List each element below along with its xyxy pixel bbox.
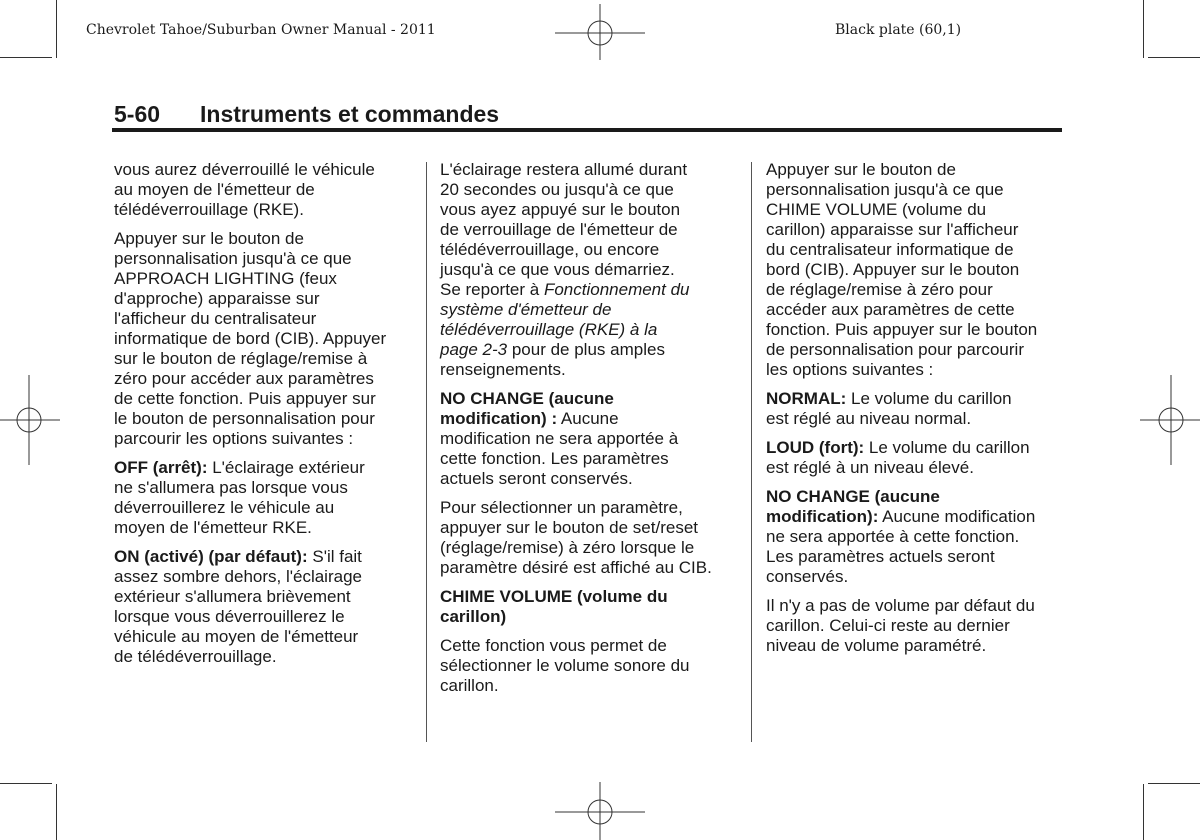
print-header-left: Chevrolet Tahoe/Suburban Owner Manual - 2011 bbox=[86, 22, 436, 38]
page-header bbox=[112, 101, 1062, 131]
crop-mark-top-right-v bbox=[1143, 0, 1144, 58]
page-title: Instruments et commandes bbox=[200, 101, 500, 127]
option-normal bbox=[766, 389, 1066, 429]
option-label: NO CHANGE (aucune modification) : bbox=[440, 389, 614, 428]
paragraph: Il n'y a pas de volume par défaut du carillon. Celui-ci reste au dernier niveau de volume paramétré. bbox=[766, 596, 1035, 655]
registration-mark-left bbox=[0, 375, 60, 465]
option-text: L'éclairage extérieur ne s'allumera pas lorsque vous déverrouillerez le véhicule au moyen de l'émetteur RKE. bbox=[114, 458, 365, 537]
paragraph bbox=[440, 160, 740, 380]
header-rule bbox=[112, 128, 1062, 132]
registration-mark-top bbox=[555, 4, 645, 60]
paragraph: Appuyer sur le bouton de personnalisation jusqu'à ce que CHIME VOLUME (volume du carillon) apparaisse sur l'afficheur du centralisateur informatique de bord (CIB). Appuyer sur le bouton de réglage/remise à zéro pour accéder aux paramètres de cette fonction. Puis appuyer sur le bouton de personnalisation pour parcourir les options suivantes : bbox=[766, 160, 1038, 379]
option-label: OFF (arrêt): bbox=[114, 458, 208, 477]
crop-mark-top-left-h bbox=[0, 57, 52, 58]
paragraph: Pour sélectionner un paramètre, appuyer sur le bouton de set/reset (réglage/remise) à zéro lorsque le paramètre désiré est affiché au CIB. bbox=[440, 498, 712, 577]
registration-mark-right bbox=[1140, 375, 1200, 465]
column-1 bbox=[114, 160, 414, 676]
paragraph-text: L'éclairage restera allumé durant 20 secondes ou jusqu'à ce que vous ayez appuyé sur le bouton de verrouillage de l'émetteur de télédéverrouillage, ou encore jusqu'à ce que vous démarriez. Se reporter à bbox=[440, 160, 688, 299]
section-heading: CHIME VOLUME (volume du carillon) bbox=[440, 587, 668, 626]
option-label: NORMAL: bbox=[766, 389, 847, 408]
column-3 bbox=[766, 160, 1066, 665]
option-off bbox=[114, 458, 414, 538]
option-text: Aucune modification ne sera apportée à cette fonction. Les paramètres actuels seront conservés. bbox=[766, 507, 1036, 586]
option-no-change bbox=[766, 487, 1066, 587]
page-number: 5-60 bbox=[114, 101, 161, 127]
option-loud bbox=[766, 438, 1066, 478]
option-label: LOUD (fort): bbox=[766, 438, 865, 457]
crop-mark-top-right-h bbox=[1148, 57, 1200, 58]
option-text: Le volume du carillon est réglé à un niveau élevé. bbox=[766, 438, 1030, 477]
cross-reference: Fonctionnement du système d'émetteur de télédéverrouillage (RKE) à la page 2-3 bbox=[440, 280, 690, 359]
paragraph: Cette fonction vous permet de sélectionner le volume sonore du carillon. bbox=[440, 636, 690, 695]
column-divider-1 bbox=[426, 162, 427, 742]
column-divider-2 bbox=[751, 162, 752, 742]
registration-mark-bottom bbox=[555, 782, 645, 840]
option-text: Aucune modification ne sera apportée à cette fonction. Les paramètres actuels seront conservés. bbox=[440, 409, 679, 488]
crop-mark-bottom-right-v bbox=[1143, 784, 1144, 840]
paragraph-text: pour de plus amples renseignements. bbox=[440, 340, 665, 379]
paragraph: Appuyer sur le bouton de personnalisation jusqu'à ce que APPROACH LIGHTING (feux d'approche) apparaisse sur l'afficheur du centralisateur informatique de bord (CIB). Appuyer sur le bouton de réglage/remise à zéro pour accéder aux paramètres de cette fonction. Puis appuyer sur le bouton de personnalisation pour parcourir les options suivantes : bbox=[114, 229, 387, 448]
column-2 bbox=[440, 160, 740, 705]
crop-mark-bottom-right-h bbox=[1148, 783, 1200, 784]
option-no-change bbox=[440, 389, 740, 489]
option-on bbox=[114, 547, 414, 667]
option-label: NO CHANGE (aucune modification): bbox=[766, 487, 940, 526]
paragraph: vous aurez déverrouillé le véhicule au moyen de l'émetteur de télédéverrouillage (RKE). bbox=[114, 160, 375, 219]
option-text: Le volume du carillon est réglé au niveau normal. bbox=[766, 389, 1012, 428]
crop-mark-top-left-v bbox=[56, 0, 57, 58]
crop-mark-bottom-left-v bbox=[56, 784, 57, 840]
option-text: S'il fait assez sombre dehors, l'éclairage extérieur s'allumera brièvement lorsque vous déverrouillerez le véhicule au moyen de l'émetteur de télédéverrouillage. bbox=[114, 547, 362, 666]
print-header-right: Black plate (60,1) bbox=[835, 22, 962, 38]
option-label: ON (activé) (par défaut): bbox=[114, 547, 308, 566]
crop-mark-bottom-left-h bbox=[0, 783, 52, 784]
